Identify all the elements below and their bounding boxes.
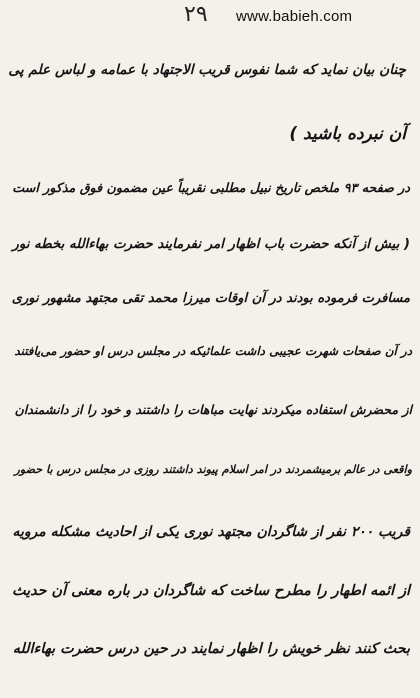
text-line: مسافرت فرموده بودند در آن اوقات میرزا محمد تقی مجتهد مشهور نوری	[11, 291, 410, 306]
text-line: از ائمه اطهار را مطرح ساخت که شاگردان در باره معنی آن حدیث	[12, 583, 410, 599]
text-line: در صفحه ۹۳ ملخص تاریخ نبیل مطلبی نقریباً عین مضمون فوق مذکور است	[12, 180, 410, 195]
text-line: چنان بیان نماید که شما نفوس قریب الاجتهاد با عمامه و لباس علم پی	[8, 62, 406, 78]
text-line: از محضرش استفاده میکردند نهایت مباهات را داشتند و خود را از دانشمندان	[14, 402, 412, 417]
page-number: ۲۹	[184, 2, 208, 27]
text-line: بحث کنند نظر خویش را اظهار نمایند در حین درس حضرت بهاءالله	[12, 641, 410, 657]
text-line: ( بیش از آنکه حضرت باب اظهار امر نفرمایند حضرت بهاءالله بخطه نور	[12, 237, 410, 252]
text-line: در آن صفحات شهرت عجیبی داشت علمائیکه در مجلس درس او حضور می‌یافتند	[14, 344, 412, 358]
text-line: واقعی در عالم برمیشمردند در امر اسلام پیوند داشتند روزی در مجلس درس با حضور	[14, 463, 412, 476]
site-url: www.babieh.com	[236, 8, 353, 25]
text-line: قریب ۲۰۰ نفر از شاگردان مجتهد نوری یکی از احادیث مشکله مرویه	[12, 524, 410, 540]
text-line: آن نبرده باشید )	[289, 124, 406, 144]
